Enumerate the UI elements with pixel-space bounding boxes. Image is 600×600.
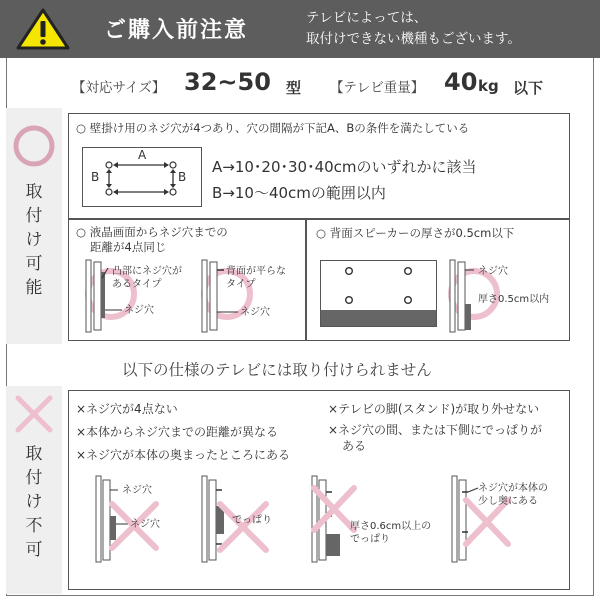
weight-unit: kg: [478, 77, 499, 95]
header-note: [306, 8, 521, 50]
header-note-line2: 取付けできない機種もございます。: [306, 31, 521, 47]
ok-distance-condition: ○ 液晶画面からネジ穴までの 距離が4点同じ: [76, 225, 228, 254]
convex-type-screw-label: ネジ穴: [124, 305, 154, 316]
speaker-screw-label: ネジ穴: [478, 266, 508, 277]
convex-type-label: 凸部にネジ穴が あるタイプ: [112, 266, 182, 290]
page-title: ご購入前注意: [104, 18, 249, 43]
ng-d4-recessed-label: ネジ穴が本体の 少し奥にある: [478, 483, 548, 507]
ng-item-right2: ×ネジ穴の間、または下側にでっぱりが ある: [328, 423, 543, 453]
ng-d1-screw-top: ネジ穴: [122, 485, 152, 496]
ng-items-left: [76, 398, 290, 467]
size-value: 32~50: [184, 68, 271, 96]
ng-item: ×ネジ穴が本体の奥まったところにある: [76, 448, 291, 462]
ng-d3-thickness-label: 厚さ0.6cm以上の でっぱり: [350, 521, 432, 545]
weight-value: 40: [444, 68, 478, 96]
ng-item: ×ネジ穴が4点ない: [76, 402, 178, 416]
size-unit: 型: [286, 79, 302, 97]
ng-item: ×本体からネジ穴までの距離が異なる: [76, 425, 279, 439]
diagram-b-left-label: B: [91, 170, 100, 184]
ok-main-condition: ○ 壁掛け用のネジ穴が4つあり、穴の間隔が下記A、Bの条件を満たしている: [76, 121, 470, 135]
ng-label: 取 付 け 不 可: [25, 444, 43, 560]
rule-b: B→10～40cmの範囲以内: [212, 184, 386, 202]
size-label: 【対応サイズ】: [72, 80, 166, 96]
diagram-a-label: A: [138, 148, 147, 162]
speaker-thickness-label: 厚さ0.5cm以内: [478, 294, 550, 305]
warning-icon: [16, 8, 70, 50]
ok-label: 取 付 け 可 能: [25, 182, 43, 298]
ng-item-right1: ×テレビの脚(スタンド)が取り外せない: [328, 402, 540, 416]
diagram-b-right-label: B: [178, 170, 187, 184]
ok-circle-icon: [12, 124, 56, 168]
ng-d1-screw-bottom: ネジ穴: [130, 519, 160, 530]
flat-type-screw-label: ネジ穴: [240, 307, 270, 318]
section-title: 以下の仕様のテレビには取り付けられません: [122, 361, 432, 379]
ok-speaker-condition: ○ 背面スピーカーの厚さが0.5cm以下: [316, 226, 515, 240]
weight-label: 【テレビ重量】: [330, 80, 425, 96]
speaker-back-diagram: [320, 260, 440, 330]
flat-type-label: 背面が平らな タイプ: [226, 266, 286, 290]
weight-suffix: 以下: [513, 79, 544, 97]
ng-d2-protrusion-label: でっぱり: [232, 515, 272, 526]
header-note-line1: テレビによっては、: [306, 10, 428, 26]
rule-a: A→10･20･30･40cmのいずれかに該当: [212, 158, 477, 176]
ng-cross-icon: [12, 392, 56, 436]
